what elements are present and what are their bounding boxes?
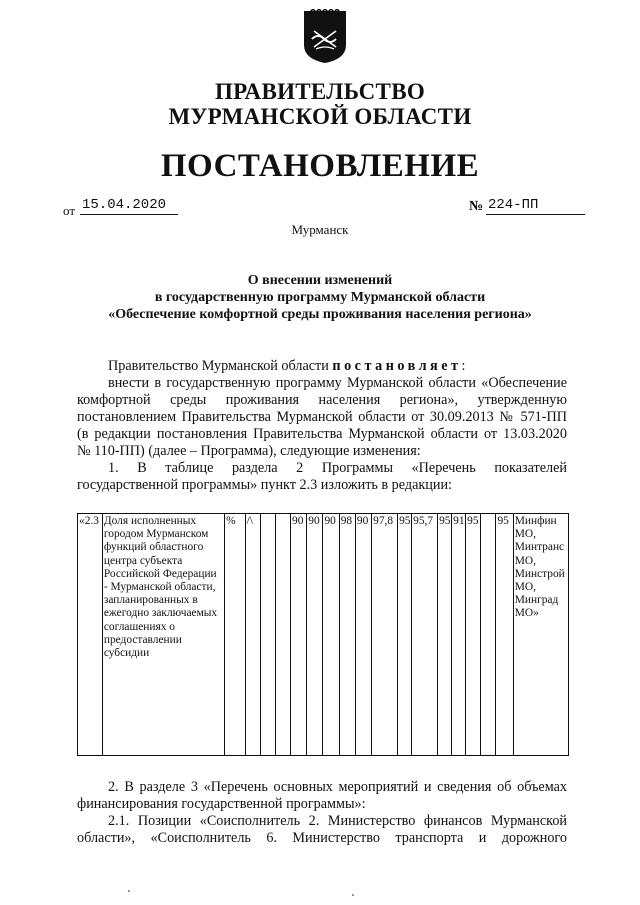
value-cell: 90 (355, 514, 371, 756)
value-cell: 95 (466, 514, 481, 756)
intro-decree-word: постановляет (332, 358, 462, 374)
title-line1: О внесении изменений (247, 273, 393, 288)
number-sign: № (469, 199, 484, 214)
body-line: № 110-ПП) (далее – Программа), следующие изменения: (77, 443, 421, 459)
direction-cell: /\ (245, 514, 260, 756)
body-line: (в редакции постановления Правительства Мурманской области от 13.03.2020 (77, 426, 567, 442)
unit-cell: % (225, 514, 246, 756)
city: Мурманск (291, 222, 349, 237)
value-cell (260, 514, 275, 756)
intro-end: : (461, 358, 466, 374)
intro-paragraph (108, 358, 567, 375)
value-cell: 97,8 (372, 514, 398, 756)
indicator-name: Доля исполненных городом Мурманском функций областного центра субъекта Российской Федерации - Мурманской области, запланированных в ежегодно заключаемых соглашениях о предоставлении субсидии (102, 514, 224, 756)
org-name-line1: ПРАВИТЕЛЬСТВО (214, 79, 426, 104)
value-cell (275, 514, 290, 756)
value-cell: 95 (438, 514, 452, 756)
value-cell: 90 (291, 514, 307, 756)
date-label: от (63, 203, 76, 218)
value-cell (481, 514, 496, 756)
date-value: 15.04.2020 (80, 196, 178, 215)
indicators-table (77, 513, 569, 756)
table-row (78, 514, 569, 756)
coat-of-arms-icon (302, 9, 348, 65)
value-cell: 95 (496, 514, 513, 756)
section2-line: 2.1. Позиции «Соисполнитель 2. Министерство финансов Мурманской (108, 813, 567, 829)
value-cell: 95 (398, 514, 412, 756)
body-line: комфортной среды проживания населения региона», утвержденную (77, 392, 567, 408)
body-line: постановлением Правительства Мурманской области от 30.09.2013 № 571-ПП (77, 409, 567, 425)
value-cell: 90 (307, 514, 323, 756)
section2-line: области», «Соисполнитель 6. Министерство транспорта и дорожного (77, 830, 567, 846)
executor: Минфин МО, (514, 515, 557, 541)
body-line: 1. В таблице раздела 2 Программы «Перечень показателей (108, 460, 567, 476)
section2-line: финансирования государственной программы»: (77, 796, 366, 812)
document-type: ПОСТАНОВЛЕНИЕ (160, 148, 480, 184)
value-cell: 98 (339, 514, 355, 756)
value-cell: 90 (323, 514, 339, 756)
executor: Минтранс МО, (514, 541, 565, 567)
org-name-line2: МУРМАНСКОЙ ОБЛАСТИ (168, 104, 472, 129)
body-line: государственной программы» пункт 2.3 изложить в редакции: (77, 477, 452, 493)
scan-speck (352, 894, 354, 896)
row-number: «2.3 (78, 514, 103, 756)
body-line: внести в государственную программу Мурманской области «Обеспечение (108, 375, 567, 391)
section2-line: 2. В разделе 3 «Перечень основных мероприятий и сведения об объемах (108, 779, 567, 795)
executors-cell (513, 514, 568, 756)
value-cell: 91 (452, 514, 466, 756)
value-cell: 95,7 (412, 514, 438, 756)
intro-start: Правительство Мурманской области (108, 358, 329, 374)
scan-speck (128, 890, 130, 892)
executor: Минстрой МО, (514, 567, 565, 594)
executor: Минград МО» (514, 594, 559, 620)
title-line2: в государственную программу Мурманской области (154, 290, 486, 305)
document-number: 224-ПП (486, 196, 585, 215)
title-line3: «Обеспечение комфортной среды проживания населения региона» (108, 307, 532, 322)
